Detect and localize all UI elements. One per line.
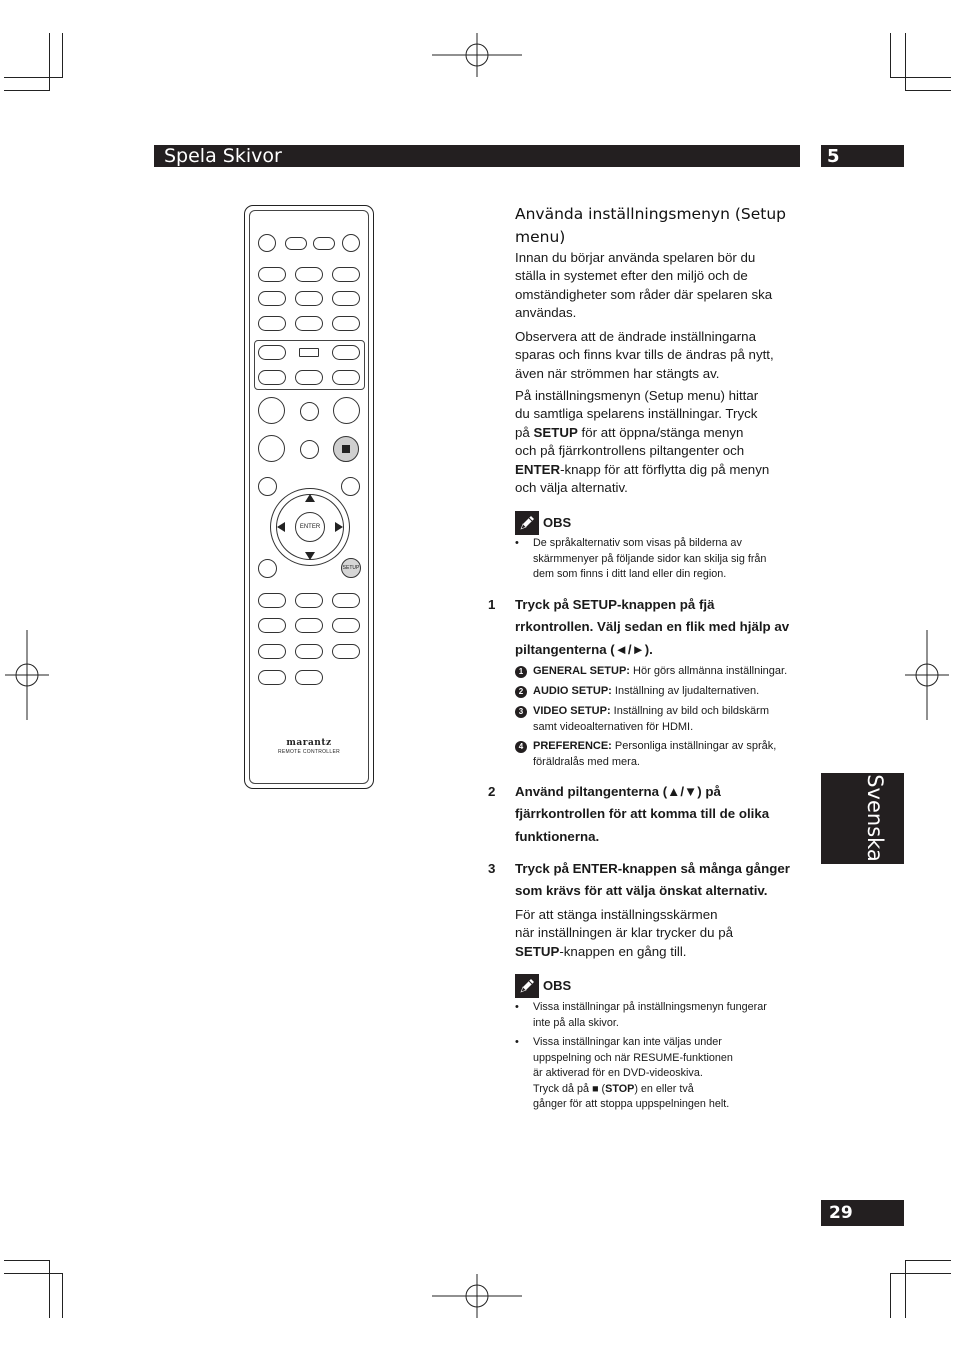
text-line: uppspelning och när RESUME-funktionen [533, 1051, 733, 1064]
number-3-icon: 3 [515, 706, 527, 718]
text-span-bold: ENTER [515, 461, 561, 477]
remote-button [295, 644, 323, 659]
remote-button [295, 267, 323, 282]
text-line: användas. [515, 305, 577, 321]
text-span-bold: PREFERENCE: [533, 740, 612, 752]
header-bar [154, 145, 800, 167]
text-span-bold: GENERAL SETUP: [533, 665, 630, 677]
text-line: fjärrkontrollen för att komma till de olika [515, 806, 770, 822]
tab-audio-setup-desc [533, 684, 803, 700]
note-label: OBS [543, 515, 572, 530]
remote-button [258, 345, 286, 360]
remote-button [332, 618, 360, 633]
text-line: Innan du börjar använda spelaren bör du [515, 250, 756, 265]
text-line: De språkalternativ som visas på bilderna av [533, 537, 742, 549]
text-line: Observera att de ändrade inställningarna [515, 329, 756, 344]
remote-button [258, 291, 286, 306]
note-item [533, 536, 803, 583]
number-4-icon: 4 [515, 741, 527, 753]
text-line [515, 461, 800, 479]
text-span-bold: SETUP [533, 424, 578, 440]
language-tab-label: Svenska [863, 774, 887, 862]
language-tab [821, 773, 904, 864]
text-span: på [515, 424, 534, 440]
remote-button [300, 402, 319, 421]
step-number: 3 [488, 861, 496, 876]
step-number: 1 [488, 597, 496, 612]
text-line: ställa in systemet efter den miljö och de [515, 268, 748, 284]
text-line [533, 1082, 803, 1098]
text-line: skärmmenyer på följande sidor kan skilja sig från [533, 552, 767, 565]
paragraph-setup-menu [515, 387, 800, 497]
remote-button [258, 477, 277, 496]
remote-button [258, 397, 285, 424]
text-line: och på fjärrkontrollens piltangenter och [515, 443, 745, 459]
intro-paragraph [515, 249, 800, 323]
remote-power-button [258, 234, 276, 252]
section-heading-line: Använda inställningsmenyn (Setup [515, 205, 786, 223]
text-line: Använd piltangenterna (▲/▼) på [515, 784, 721, 799]
text-line: På inställningsmenyn (Setup menu) hittar [515, 388, 759, 403]
text-line [515, 943, 800, 961]
text-span: -knappen en gång till. [559, 943, 687, 959]
arrow-right-icon [335, 522, 343, 532]
text-line: Vissa inställningar på inställningsmenyn fungerar [533, 1001, 767, 1013]
text-span: Inställning av ljudalternativen. [611, 685, 760, 697]
text-line: Tryck på SETUP-knappen på fjä [515, 597, 715, 612]
text-line: funktionerna. [515, 828, 600, 844]
remote-button [258, 559, 277, 578]
number-1-icon: 1 [515, 666, 527, 678]
remote-button [258, 370, 286, 385]
page-title: Spela Skivor [164, 145, 282, 167]
remote-button [333, 397, 360, 424]
remote-button [332, 316, 360, 331]
remote-button [332, 267, 360, 282]
text-line: dem som finns i ditt land eller din region. [533, 568, 727, 580]
arrow-left-icon [277, 522, 285, 532]
remote-enter-button: ENTER [295, 512, 325, 542]
step-1-text [515, 594, 803, 661]
tab-general-setup-desc [533, 664, 803, 680]
step-number: 2 [488, 784, 496, 799]
text-line: du samtliga spelarens inställningar. Tryck [515, 406, 758, 422]
text-span-bold: AUDIO SETUP: [533, 685, 612, 697]
text-line: Vissa inställningar kan inte väljas under [533, 1036, 722, 1048]
text-span: Inställning av bild och bildskärm [610, 705, 769, 717]
chapter-badge [821, 145, 904, 167]
remote-button [258, 267, 286, 282]
bullet: • [515, 1001, 519, 1013]
remote-button [332, 644, 360, 659]
text-span: ) en eller två [634, 1082, 694, 1095]
bullet: • [515, 1036, 519, 1048]
tab-preference-desc [533, 739, 803, 770]
paragraph-saved-settings [515, 328, 800, 383]
text-line: även när strömmen har stängts av. [515, 365, 720, 381]
remote-button [295, 370, 323, 385]
remote-button [300, 440, 319, 459]
text-line: när inställningen är klar trycker du på [515, 925, 734, 941]
text-span: för att öppna/stänga menyn [577, 424, 744, 440]
remote-button [295, 618, 323, 633]
text-span: Hör görs allmänna inställningar. [629, 665, 788, 677]
arrow-down-icon [305, 552, 315, 560]
remote-button [258, 618, 286, 633]
pencil-note-icon [515, 511, 539, 535]
text-span-bold: STOP [605, 1082, 635, 1095]
remote-brand-logo: marantz [286, 738, 332, 748]
text-line: omständigheter som råder där spelaren ska [515, 286, 773, 302]
step-2-text [515, 781, 803, 848]
text-line: är aktiverad för en DVD-videoskiva. [533, 1067, 703, 1079]
text-line: som krävs för att välja önskat alternativ. [515, 883, 768, 899]
remote-button [332, 593, 360, 608]
remote-button [313, 237, 335, 250]
text-span-bold: VIDEO SETUP: [533, 705, 611, 717]
section-heading [515, 203, 800, 249]
page-number: 29 [829, 1203, 853, 1223]
remote-button [332, 291, 360, 306]
remote-button [332, 345, 360, 360]
text-line: För att stänga inställningsskärmen [515, 907, 718, 922]
text-line: sparas och finns kvar tills de ändras på nytt, [515, 347, 774, 363]
remote-button [258, 316, 286, 331]
remote-button [295, 316, 323, 331]
pencil-note-icon [515, 974, 539, 998]
remote-button [295, 593, 323, 608]
number-2-icon: 2 [515, 686, 527, 698]
text-line: inte på alla skivor. [533, 1016, 619, 1029]
text-span: -knapp för att förflytta dig på menyn [560, 461, 770, 477]
text-line [533, 704, 803, 720]
text-span-bold: SETUP [515, 943, 560, 959]
remote-button [341, 477, 360, 496]
page-number-box [821, 1200, 904, 1226]
stop-icon [342, 445, 350, 453]
remote-button [258, 435, 285, 462]
text-line: piltangenterna (◄/►). [515, 641, 653, 657]
remote-button [295, 291, 323, 306]
remote-setup-button: SETUP [341, 558, 361, 578]
note-label: OBS [543, 978, 572, 993]
chapter-number: 5 [827, 146, 840, 167]
remote-button [295, 670, 323, 685]
section-heading-line: menu) [515, 228, 566, 246]
remote-button [342, 234, 360, 252]
bullet: • [515, 537, 519, 549]
text-line: Tryck på ENTER-knappen så många gånger [515, 861, 790, 876]
text-line: och välja alternativ. [515, 480, 628, 496]
remote-brand-subtitle: REMOTE CONTROLLER [277, 749, 341, 755]
remote-button [258, 593, 286, 608]
note-item [533, 1000, 803, 1031]
text-span: Personliga inställningar av språk, [611, 740, 777, 752]
text-line: samt videoalternativen för HDMI. [533, 720, 694, 733]
remote-button [299, 348, 319, 357]
step-3-text [515, 858, 803, 903]
text-line [515, 424, 800, 442]
text-line: föräldralås med mera. [533, 755, 640, 768]
remote-button [332, 370, 360, 385]
tab-video-setup-desc [533, 704, 803, 735]
text-span: Tryck då på ■ ( [533, 1082, 606, 1095]
text-line [533, 739, 803, 755]
arrow-up-icon [305, 494, 315, 502]
text-line: gånger för att stoppa uppspelningen helt. [533, 1098, 730, 1110]
remote-button [258, 670, 286, 685]
text-line: rrkontrollen. Välj sedan en flik med hjälp av [515, 619, 790, 635]
note-item [533, 1035, 803, 1113]
remote-stop-button [333, 436, 359, 462]
remote-button [285, 237, 307, 250]
remote-button [258, 644, 286, 659]
step-3-followup [515, 906, 800, 961]
